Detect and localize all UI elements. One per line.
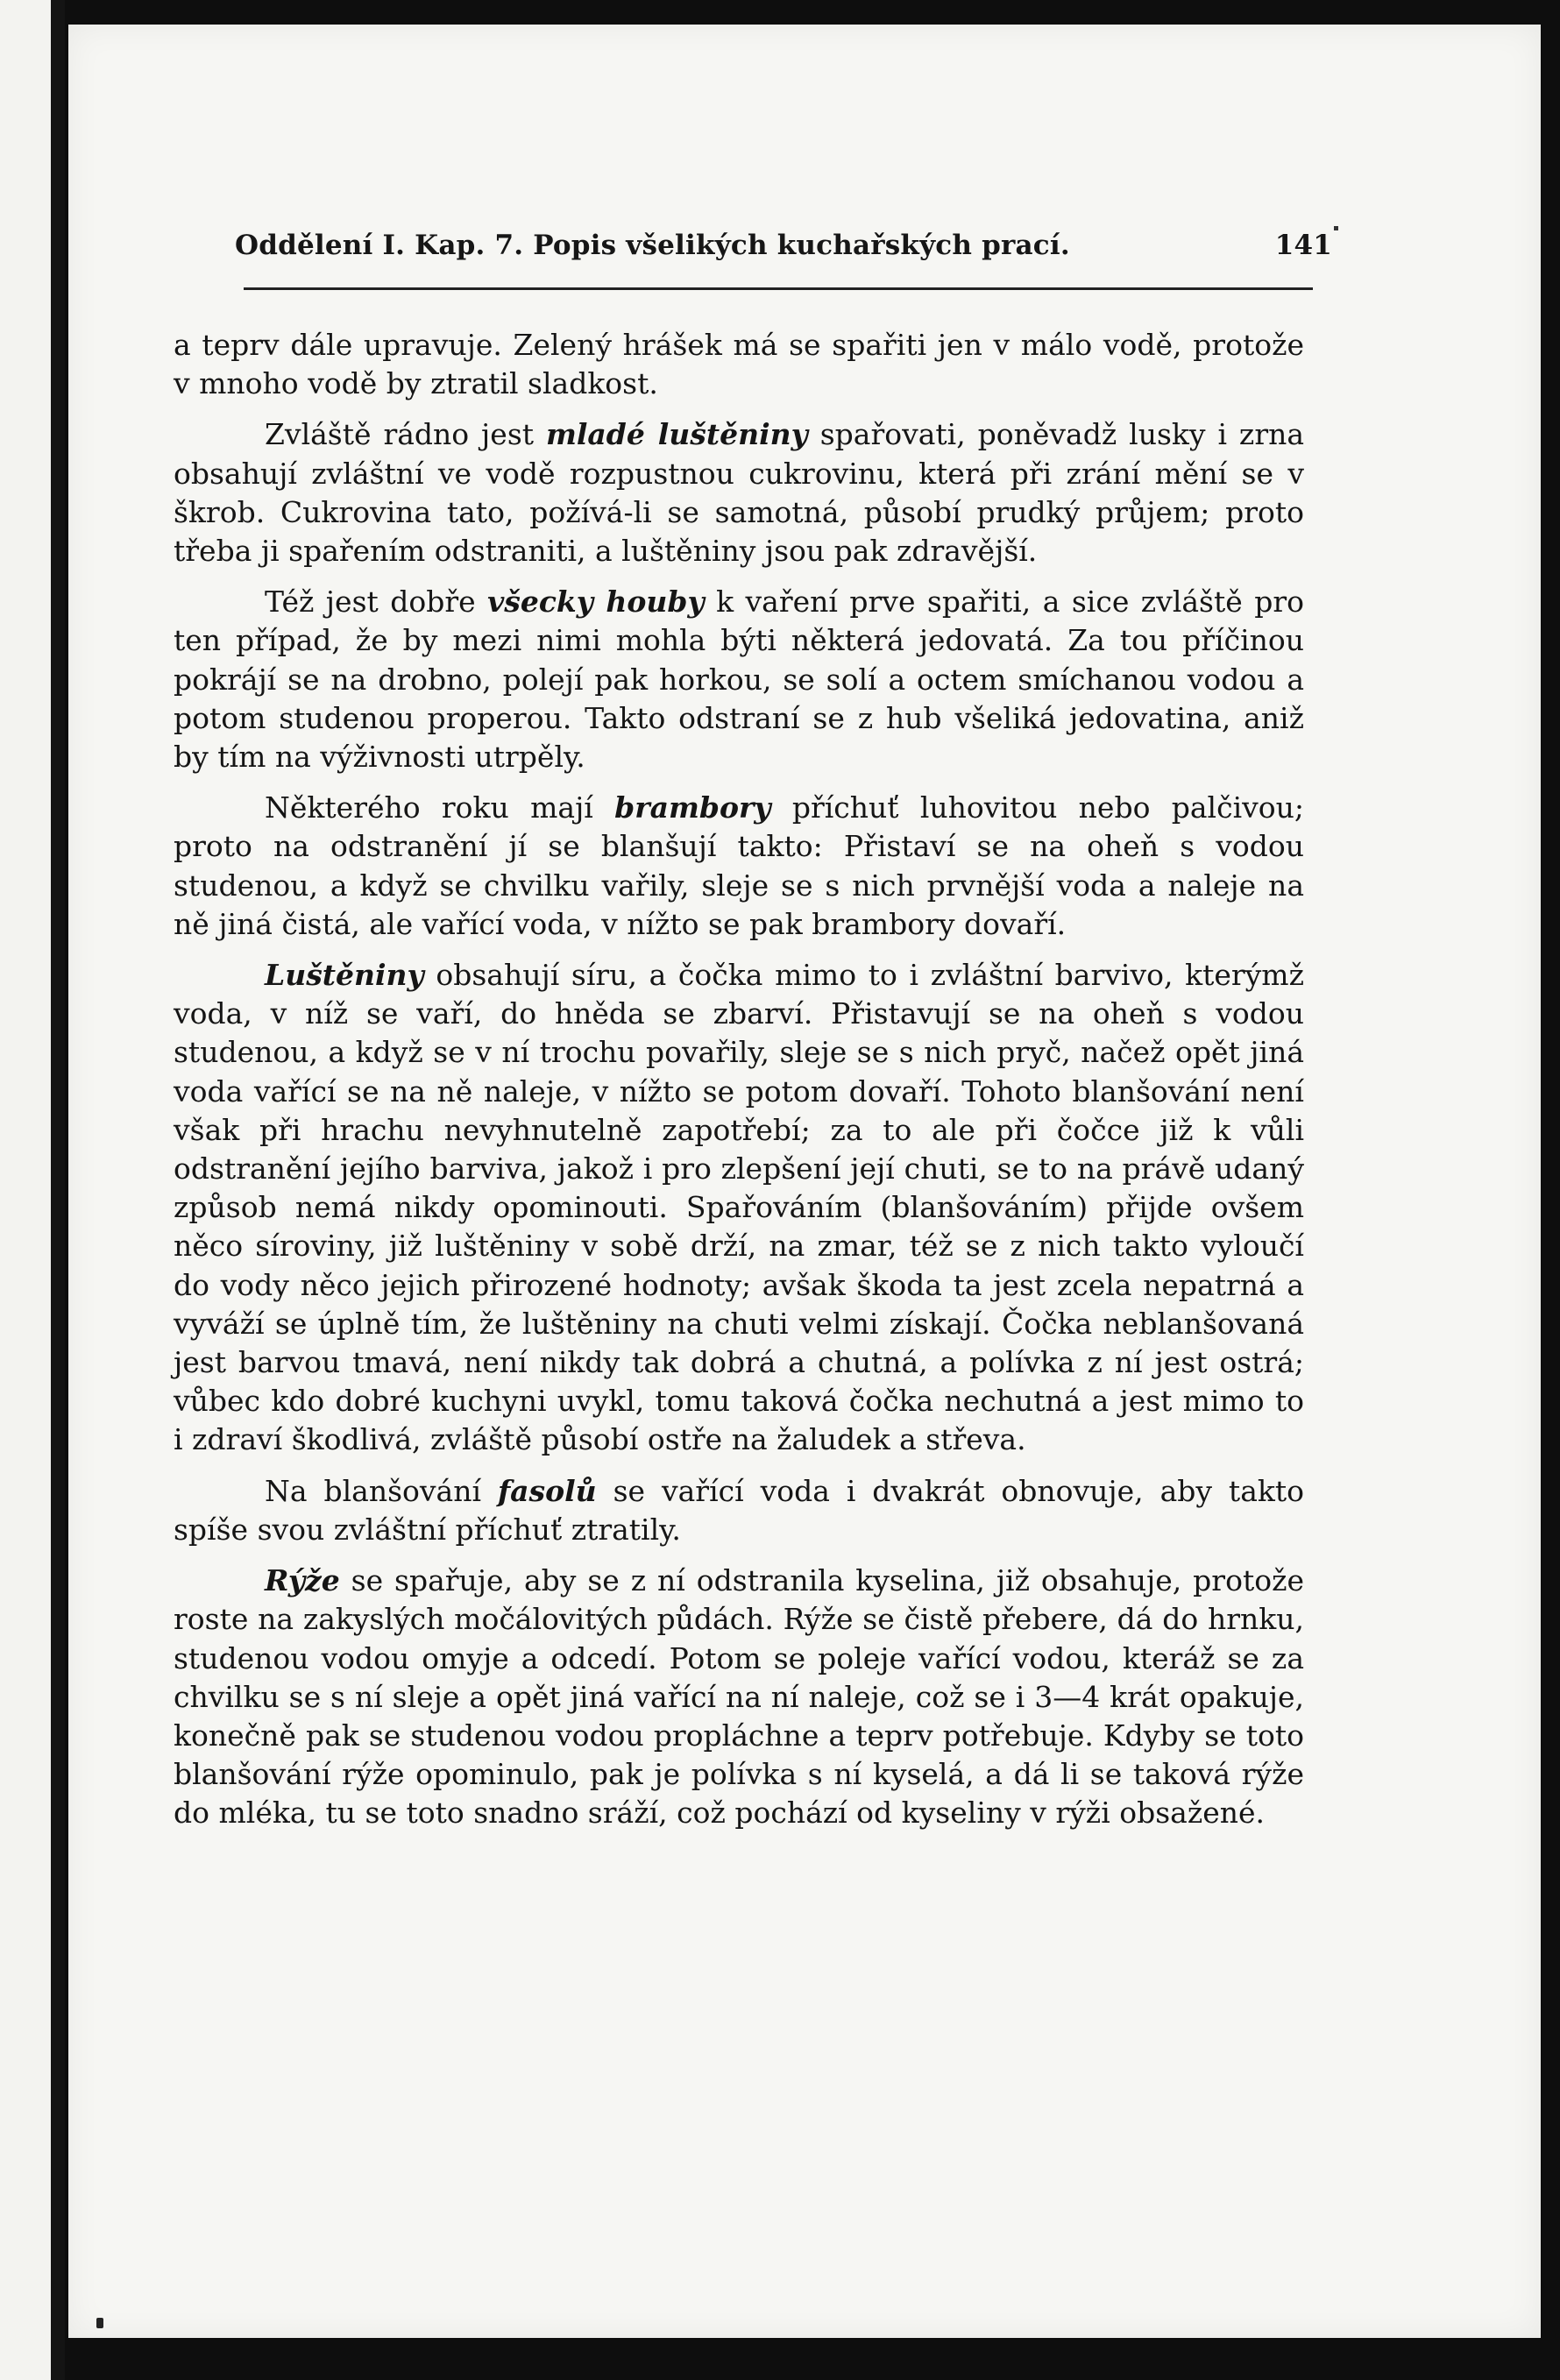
paragraph-2 — [174, 415, 1304, 570]
paragraph-1 — [174, 326, 1304, 403]
scan-gutter — [51, 0, 65, 2380]
running-title: Oddělení I. Kap. 7. Popis všelikých kuchařských prací. — [235, 230, 1070, 261]
text-run: Na blanšování — [265, 1473, 498, 1508]
text-run: Zvláště rádno jest — [265, 417, 546, 452]
scan-speck — [1334, 226, 1338, 230]
italic-term: všecky houby — [487, 584, 705, 620]
scan-left-page-edge — [0, 0, 51, 2380]
italic-term: Rýže — [265, 1563, 340, 1598]
text-run: a teprv dále upravuje. Zelený hrášek má se spařiti jen v málo vodě, protože v mnoho vodě by ztratil sladkost. — [174, 328, 1304, 401]
italic-term: Luštěniny — [265, 958, 424, 993]
paragraph-7 — [174, 1562, 1304, 1832]
text-run: se vařící voda i dvakrát obnovuje, aby takto spíše svou zvláštní příchuť ztratily. — [174, 1473, 1304, 1547]
paragraph-5 — [174, 956, 1304, 1460]
scan-speck — [96, 2318, 103, 2328]
italic-term: brambory — [614, 790, 771, 825]
page-header — [235, 219, 1332, 272]
text-run: Též jest dobře — [265, 584, 488, 620]
text-run: příchuť luhovitou nebo palčivou; proto na odstranění jí se blanšují takto: Přistaví se na oheň s vodou studenou, a když se chvilku vařily, sleje se s nich prvnější voda a naleje na ně jiná čistá, ale vařící voda, v nížto se pak brambory dovaří. — [174, 790, 1305, 941]
paragraph-6 — [174, 1472, 1304, 1549]
text-run: se spařuje, aby se z ní odstranila kyselina, již obsahuje, protože roste na zakyslých močálovitých půdách. Rýže se čistě přebere, dá do hrnku, studenou vodou omyje a odcedí. Potom se poleje vařící vodou, kteráž se za chvilku se s ní sleje a opět jiná vařící na ní naleje, což se i 3—4 krát opakuje, konečně pak se studenou vodou propláchne a teprv potřebuje. Kdyby se toto blanšování rýže opominulo, pak je polívka s ní kyselá, a dá li se taková rýže do mléka, tu se toto snadno sráží, což pochází od kyseliny v rýži obsažené. — [174, 1563, 1304, 1831]
text-run: obsahují síru, a čočka mimo to i zvláštní barvivo, kterýmž voda, v níž se vaří, do hněda se zbarví. Přistavují se na oheň s vodou studenou, a když se v ní trochu povařily, sleje se s nich pryč, načež opět jiná voda vařící se na ně naleje, v nížto se potom dovaří. Tohoto blanšování není však při hrachu nevyhnutelně zapotřebí; za to ale při čočce již k vůli odstranění jejího barviva, jakož i pro zlepšení její chuti, se to na právě udaný způsob nemá nikdy opominouti. Spařováním (blanšováním) přijde ovšem něco síroviny, již luštěniny v sobě drží, na zmar, též se z nich takto vyloučí do vody něco jejich přirozené hodnoty; avšak škoda ta jest zcela nepatrná a vyváží se úplně tím, že luštěniny na chuti velmi získají. Čočka neblanšovaná jest barvou tmavá, není nikdy tak dobrá a chutná, a polívka z ní jest ostrá; vůbec kdo dobré kuchyni uvykl, tomu taková čočka nechutná a jest mimo to i zdraví škodlivá, zvláště působí ostře na žaludek a střeva. — [174, 958, 1304, 1457]
italic-term: fasolů — [497, 1473, 597, 1508]
body-text — [174, 326, 1304, 1845]
paragraph-4 — [174, 789, 1304, 944]
text-run: Některého roku mají — [265, 790, 615, 825]
text-run: spařovati, poněvadž lusky i zrna obsahují zvláštní ve vodě rozpustnou cukrovinu, která při zrání mění se v škrob. Cukrovina tato, požívá-li se samotná, působí prudký průjem; proto třeba ji spařením odstraniti, a luštěniny jsou pak zdravější. — [174, 417, 1305, 569]
page-number: 141 — [1274, 230, 1332, 261]
header-rule — [244, 287, 1313, 290]
paragraph-3 — [174, 583, 1304, 776]
text-run: k vaření prve spařiti, a sice zvláště pro ten případ, že by mezi nimi mohla býti některá jedovatá. Za tou příčinou pokrájí se na drobno, polejí pak horkou, se solí a octem smíchanou vodou a potom studenou properou. Takto odstraní se z hub všeliká jedovatina, aniž by tím na výživnosti utrpěly. — [174, 584, 1304, 775]
italic-term: mladé luštěniny — [545, 417, 808, 452]
